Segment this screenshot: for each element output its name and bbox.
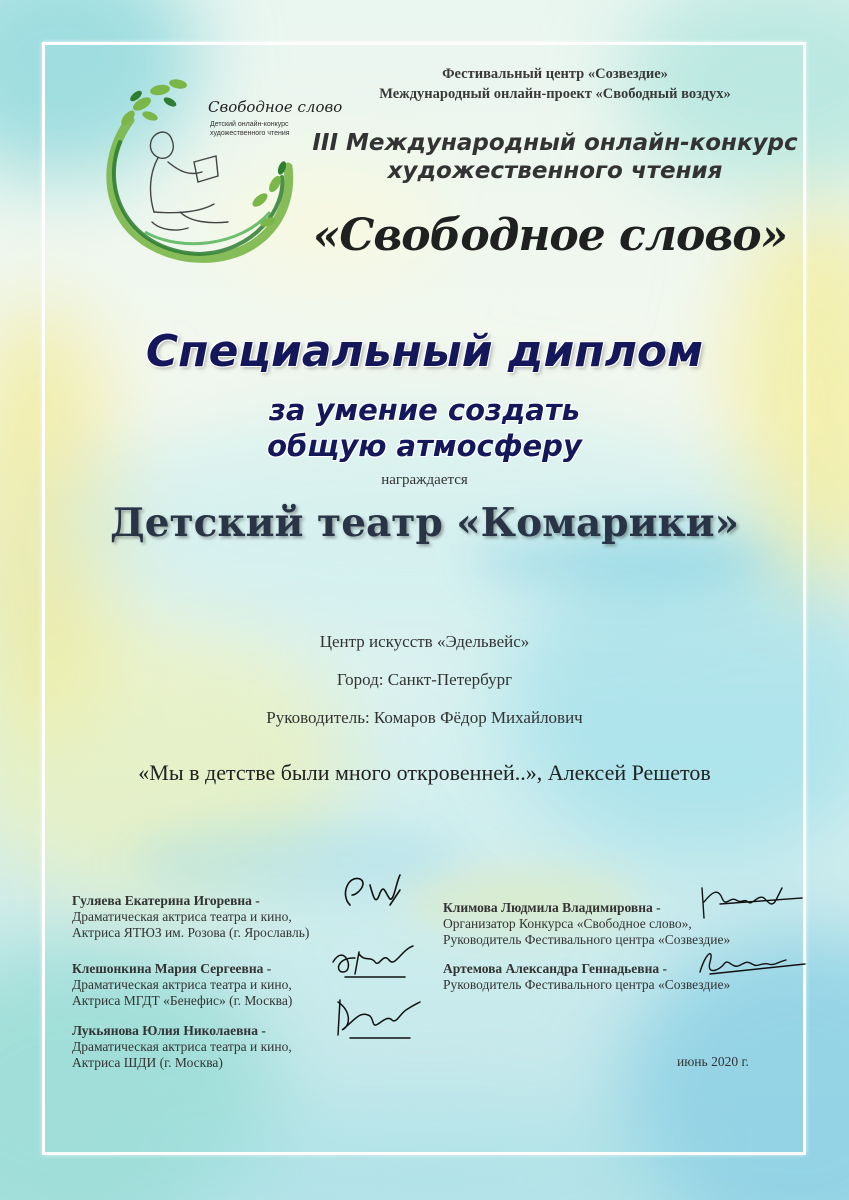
signature-3 xyxy=(330,990,425,1045)
logo-subtitle-1: Детский онлайн-конкурс xyxy=(210,121,289,128)
contest-line-2: художественного чтения xyxy=(387,158,723,184)
jury-name: Гуляева Екатерина Игоревна - xyxy=(72,893,260,908)
jury-name: Климова Людмила Владимировна - xyxy=(443,900,661,915)
jury-role: Актриса ЯТЮЗ им. Розова (г. Ярославль) xyxy=(72,925,310,940)
city: Город: Санкт-Петербург xyxy=(336,670,513,689)
jury-role: Актриса ШДИ (г. Москва) xyxy=(72,1055,223,1070)
jury-role: Организатор Конкурса «Свободное слово», xyxy=(443,916,692,931)
logo-title: Свободное слово xyxy=(208,98,343,116)
jury-role: Драматическая актриса театра и кино, xyxy=(72,1039,292,1054)
jury-role: Руководитель Фестивального центра «Созвездие» xyxy=(443,977,731,992)
jury-role: Драматическая актриса театра и кино, xyxy=(72,977,292,992)
jury-member-3 xyxy=(72,1023,292,1071)
contest-name: «Свободное слово» xyxy=(312,210,788,261)
contest-logo xyxy=(90,72,343,272)
recipient-name: Детский театр «Комарики» xyxy=(110,500,739,546)
header-line-1: Фестивальный центр «Созвездие» xyxy=(442,66,668,82)
jury-name: Лукьянова Юлия Николаевна - xyxy=(72,1023,266,1038)
jury-role: Руководитель Фестивального центра «Созвездие» xyxy=(443,932,731,947)
jury-role: Актриса МГДТ «Бенефис» (г. Москва) xyxy=(72,993,293,1008)
signature-4 xyxy=(690,878,810,926)
signature-5 xyxy=(690,942,810,982)
jury-member-5 xyxy=(443,961,730,993)
diploma-subtitle-2: общую атмосферу xyxy=(267,429,582,463)
diploma-subtitle-1: за умение создать xyxy=(268,393,580,427)
header-line-2: Международный онлайн-проект «Свободный воздух» xyxy=(379,86,731,102)
signature-2 xyxy=(325,932,425,982)
jury-role: Драматическая актриса театра и кино, xyxy=(72,909,292,924)
jury-member-2 xyxy=(72,961,292,1009)
signature-1 xyxy=(330,865,420,920)
issue-date: июнь 2020 г. xyxy=(677,1054,749,1069)
jury-name: Клешонкина Мария Сергеевна - xyxy=(72,961,272,976)
awarded-label: награждается xyxy=(381,472,468,488)
leader: Руководитель: Комаров Фёдор Михайлович xyxy=(266,708,583,727)
organization: Центр искусств «Эдельвейс» xyxy=(319,632,530,651)
jury-name: Артемова Александра Геннадьевна - xyxy=(443,961,667,976)
jury-member-4 xyxy=(443,900,730,948)
jury-member-1 xyxy=(72,893,309,941)
performed-work: «Мы в детстве были много откровенней..», Алексей Решетов xyxy=(138,760,711,785)
contest-line-1: III Международный онлайн-конкурс xyxy=(312,130,798,156)
logo-subtitle-2: художественного чтения xyxy=(210,130,290,137)
diploma-title: Специальный диплом xyxy=(145,326,704,377)
